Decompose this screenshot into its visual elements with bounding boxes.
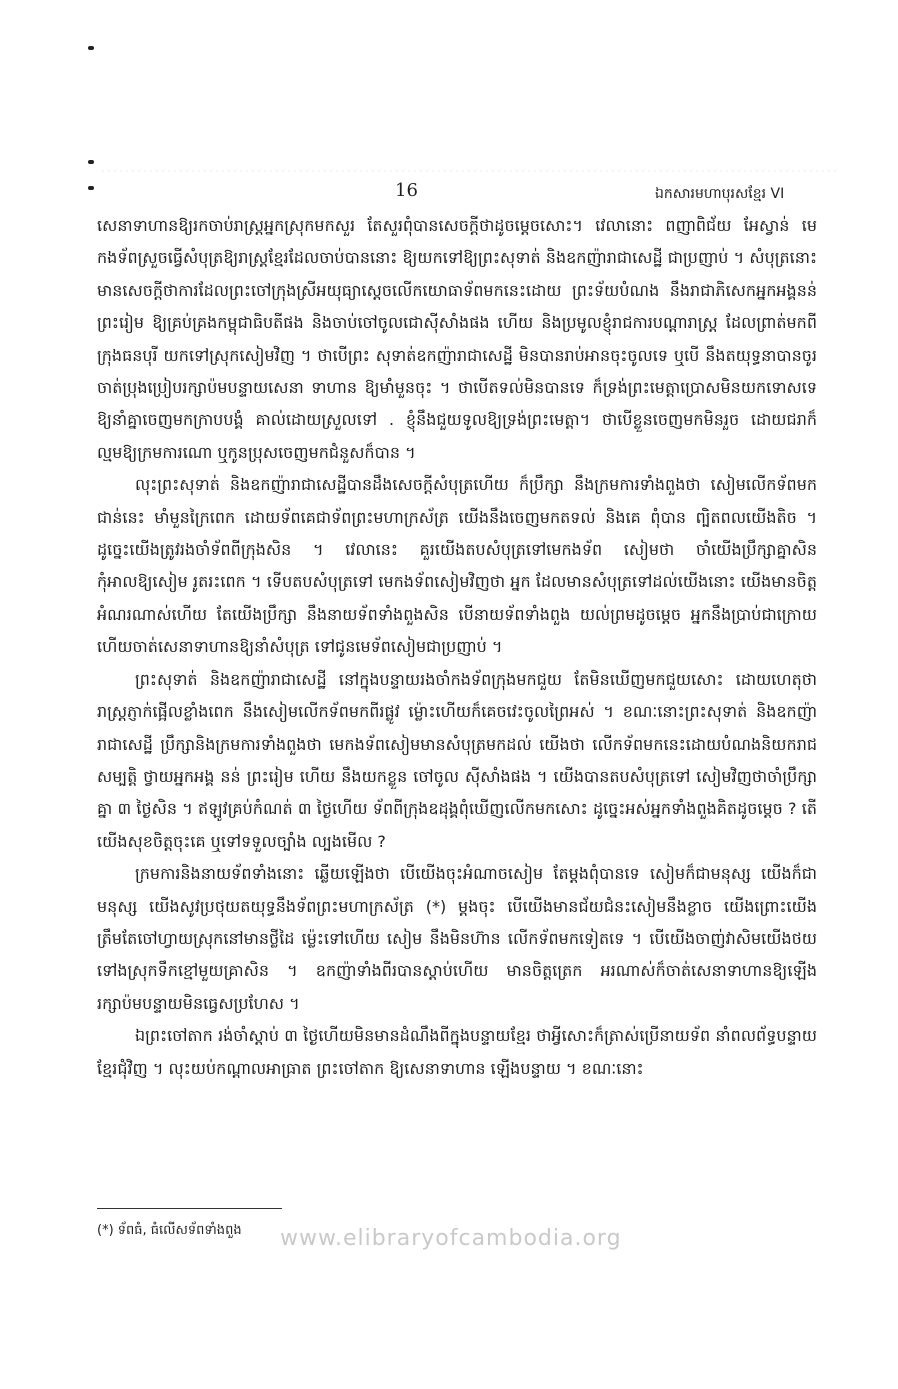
- page-number: 16: [395, 180, 418, 201]
- running-head: ឯកសារមហាបុរសខ្មែរ VI: [655, 186, 785, 202]
- paragraph: ឯព្រះចៅតាក រង់ចាំស្តាប់ ៣ ថ្ងៃហើយមិនមានដំណឹងពីក្នុងបន្ទាយខ្មែរ ថាអ្វីសោះក៏ត្រាស់ប្រើនាយទ័ព នាំពលព័ទ្ធបន្ទាយខ្មែរជុំវិញ ។ លុះយប់កណ្តាលអាធ្រាត ព្រះចៅតាក ឱ្យសេនាទាហាន ឡើងបន្ទាយ ។ ខណៈនោះ: [97, 1026, 817, 1078]
- paragraph: សេនាទាហានឱ្យរកចាប់រាស្ត្រអ្នកស្រុកមកសួរ តែសួរពុំបានសេចក្តីថាដូចម្តេចសោះ។ វេលានោះ ពញាពិជ័យ អែស្វាន់ មេកងទ័ពស្រួចធ្វើសំបុត្រឱ្យរាស្ត្រខ្មែរដែលចាប់បាននោះ ឱ្យយកទៅឱ្យព្រះសុទាត់ និងឧកញ៉ារាជាសេដ្ឋី ជាប្រញាប់ ។ សំបុត្រនោះមានសេចក្តីថាការដែលព្រះចៅក្រុងស្រីអយុធ្យាស្តេចលើកយោធាទ័ពមកនេះដោយ ព្រះទ័យបំណង នឹងរាជាភិសេកអ្នកអង្គនន់ ព្រះរៀម ឱ្យគ្រប់គ្រងកម្ពុជាធិបតីផង និងចាប់ចៅចូលជោស៊ីសាំងផង ហើយ និងប្រមូលខ្ញុំរាជការបណ្តារាស្ត្រ ដែលព្រាត់មកពីក្រុងធនបុរី យកទៅស្រុកសៀមវិញ ។ ថាបើព្រះ សុទាត់ឧកញ៉ារាជាសេដ្ឋី មិនបានរាប់អានចុះចូលទេ ឬបើ នឹងតយុទ្ធនាបានចូរចាត់ប្រុងប្រៀបរក្សាប៉មបន្ទាយសេនា ទាហាន ឱ្យមាំមួនចុះ ។ ថាបើតទល់មិនបានទេ ក៏ទ្រង់ព្រះមេត្តាប្រោសមិនយកទោសទេ ឱ្យនាំគ្នាចេញមកក្រាបបង្គំ គាល់ដោយស្រួលទៅ . ខ្ញុំនឹងជួយទូលឱ្យទ្រង់ព្រះមេត្តា។ ថាបើខ្លួនចេញមកមិនរួច ដោយជរាក៏ល្មមឱ្យក្រមការណោ ឬកូនប្រុសចេញមកជំនួសក៏បាន ។: [97, 216, 817, 462]
- body-text: [97, 210, 817, 1085]
- scan-speck: [88, 186, 94, 190]
- footnote-rule: [97, 1208, 282, 1209]
- paragraph: ក្រមការនិងនាយទ័ពទាំងនោះ ឆ្លើយឡើងថា បើយើងចុះអំណាចសៀម តែម្តងពុំបានទេ សៀមក៏ជាមនុស្ស យើងក៏ជាមនុស្ស យើងសូវប្រថុយតយុទ្ធនឹងទ័ពព្រះមហាក្រស័ត្រ (*) ម្តងចុះ បើយើងមានជ័យជំនះសៀមនឹងខ្លាច យើងព្រោះយើងត្រឹមតែចៅហ្វាយស្រុកនៅមានថ្លីដៃ ម្ល៉េះទៅហើយ សៀម នឹងមិនហ៊ាន លើកទ័ពមកទៀតទេ ។ បើយើងចាញ់វាសិមយើងថយទៅងស្រុកទឹកខ្មៅមួយគ្រាសិន ។ ឧកញ៉ាទាំងពីរបានស្តាប់ហើយ មានចិត្តត្រេក អរណាស់ក៏ចាត់សេនាទាហានឱ្យឡើងរក្សាប៉មបន្ទាយមិនធ្វេសប្រហែស ។: [97, 864, 817, 1013]
- header-dotted-rule: [100, 170, 840, 172]
- paragraph: ព្រះសុទាត់ និងឧកញ៉ារាជាសេដ្ឋី នៅក្នុងបន្ទាយរងចាំកងទ័ពក្រុងមកជួយ តែមិនឃើញមកជួយសោះ ដោយហេតុថា រាស្ត្រភ្ញាក់ផ្អើលខ្លាំងពេក នឹងសៀមលើកទ័ពមកពីរផ្លូវ ម្ល៉ោះហើយក៏គេចវេះចូលព្រៃអស់ ។ ខណៈនោះព្រះសុទាត់ និងឧកញ៉ារាជាសេដ្ឋី ប្រឹក្សានិងក្រមការទាំងពួងថា មេកងទ័ពសៀមមានសំបុត្រមកដល់ យើងថា លើកទ័ពមកនេះដោយបំណងនិយករាជសម្បត្តិ ថ្វាយអ្នកអង្គ នន់ ព្រះរៀម ហើយ នឹងយកខ្លួន ចៅចូល ស៊ីសាំងផង ។ យើងបានតបសំបុត្រទៅ សៀមវិញថាចាំប្រឹក្សាគ្នា ៣ ថ្ងៃសិន ។ ឥឡូវគ្រប់កំណត់ ៣ ថ្ងៃហើយ ទ័ពពីក្រុងឧដុង្គពុំឃើញលើកមកសោះ ដូច្នេះអស់អ្នកទាំងពួងគិតដូចម្តេច ? តើយើងសុខចិត្តចុះគេ ឬទៅទទួលច្បាំង ល្បងមើល ?: [97, 669, 817, 851]
- paragraph: លុះព្រះសុទាត់ និងឧកញ៉ារាជាសេដ្ឋីបានដឹងសេចក្តីសំបុត្រហើយ ក៏ប្រឹក្សា នឹងក្រមការទាំងពួងថា សៀមលើកទ័ពមកជាន់នេះ មាំមួនក្រៃពេក ដោយទ័ពគេជាទ័ពព្រះមហាក្រស័ត្រ យើងនឹងចេញមកតទល់ និងគេ ពុំបាន ព្បិតពលយើងតិច ។ ដូច្នេះយើងត្រូវរងចាំទ័ពពីក្រុងសិន ។ វេលានេះ គួរយើងតបសំបុត្រទៅមេកងទ័ព សៀមថា ចាំយើងប្រឹក្សាគ្នាសិន កុំអាលឱ្យសៀម រូតរះពេក ។ ទើបតបសំបុត្រទៅ មេកងទ័ពសៀមវិញថា អ្នក ដែលមានសំបុត្រទៅដល់យើងនោះ យើងមានចិត្តអំណរណាស់ហើយ តែយើងប្រឹក្សា នឹងនាយទ័ពទាំងពួងសិន បើនាយទ័ពទាំងពួង យល់ព្រមដូចម្តេច អ្នកនឹងប្រាប់ជាក្រោយហើយចាត់សេនាទាហានឱ្យនាំសំបុត្រ ទៅជូនមេទ័ពសៀមជាប្រញាប់ ។: [97, 475, 817, 657]
- scan-speck: [88, 160, 94, 164]
- footnote: (*) ទ័ពធំ, ធំលើសទ័ពទាំងពួង: [97, 1223, 242, 1238]
- watermark: www.elibraryofcambodia.org: [280, 1226, 622, 1251]
- scan-speck: [88, 46, 94, 50]
